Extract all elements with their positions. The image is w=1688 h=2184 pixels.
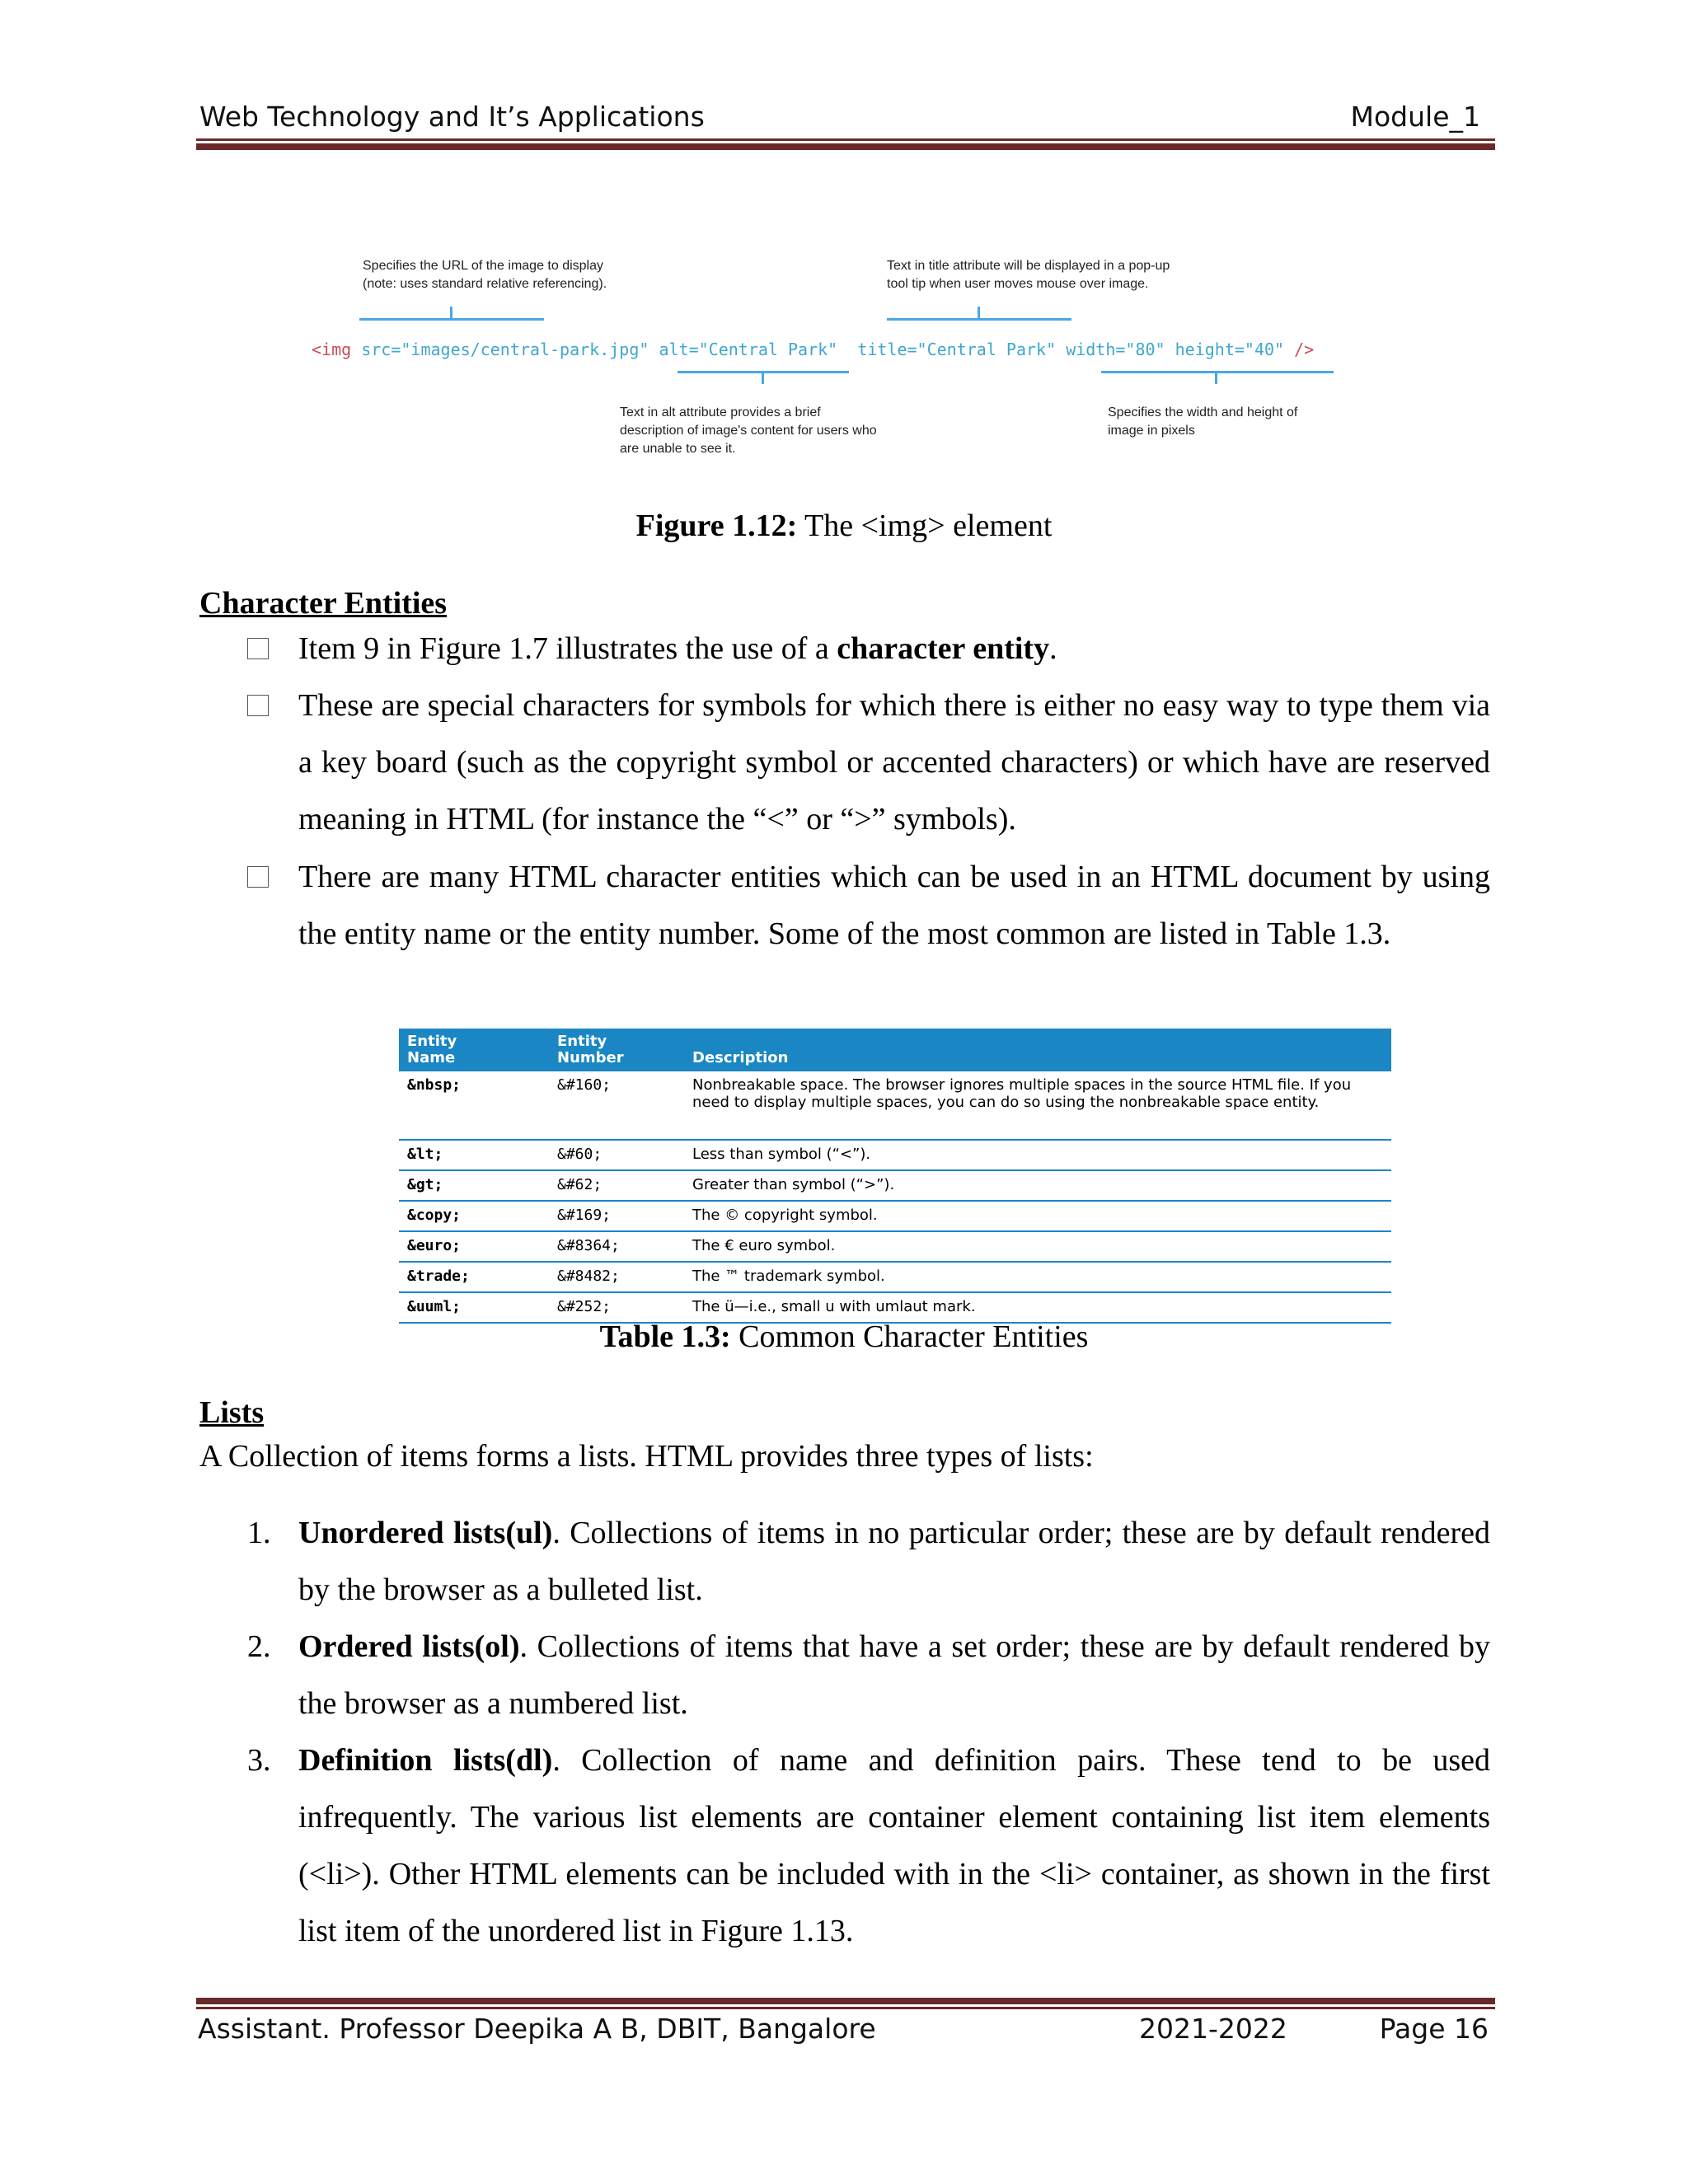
header-rule-thick [196,143,1495,150]
table-caption: Table 1.3: Common Character Entities [599,1319,1089,1354]
footer-rule-thin [196,2007,1495,2009]
list-number: 3. [247,1743,271,1778]
entity-name: &trade; [407,1268,470,1285]
paragraph-1: Item 9 in Figure 1.7 illustrates the use of a character entity. [298,631,1057,666]
entity-name: &nbsp; [407,1076,462,1094]
entity-number: &#160; [557,1076,612,1094]
list-item: Definition lists(dl). Collection of name and definition pairs. These tend to be used infrequently. The various list elements are container element containing list item elements (<li>). Other HTML elements can be included with in the <li> container, as shown in the first list item of the unordered list in Figure 1.13. [298,1743,1490,1948]
footer-page-number: Page 16 [1379,2013,1489,2045]
entity-number: &#8364; [557,1237,620,1254]
entity-name: &gt; [407,1176,443,1193]
entity-description: The ü—i.e., small u with umlaut mark. [692,1298,976,1315]
entity-name: &euro; [407,1237,462,1254]
section-title-lists: Lists [199,1395,265,1430]
entity-name: &copy; [407,1207,462,1224]
footer-rule-thick [196,1998,1495,2004]
entity-number: &#60; [557,1146,603,1163]
entity-description: Nonbreakable space. The browser ignores multiple spaces in the source HTML file. If you need to display multiple spaces, you can do so using the nonbreakable space entity. [692,1076,1352,1111]
header-entity-name: Entity Name [407,1033,457,1066]
header-rule-thin [196,138,1495,141]
entity-number: &#252; [557,1298,612,1315]
section-title-character-entities: Character Entities [199,586,448,621]
header-entity-number: Entity Number [557,1033,624,1066]
tick-size [1215,371,1217,384]
header-title: Web Technology and It’s Applications [199,101,705,133]
entity-number: &#8482; [557,1268,620,1285]
list-number: 2. [247,1629,271,1664]
note-size: Specifies the width and height of image in pixels [1108,405,1298,438]
header-description: Description [692,1049,789,1066]
entity-name: &uuml; [407,1298,462,1315]
table-row [399,1202,1391,1232]
page-footer [198,2013,1495,2054]
table-row [399,1232,1391,1263]
header-module: Module_1 [1350,101,1480,133]
entity-description: Less than symbol (“<”). [692,1146,871,1163]
entity-description: Greater than symbol (“>”). [692,1176,895,1193]
list-number: 1. [247,1516,271,1550]
entity-name: &lt; [407,1146,443,1163]
table-row [399,1141,1391,1171]
page-header [198,99,1495,140]
tick-src [450,307,452,320]
footer-year: 2021-2022 [1139,2013,1287,2045]
note-title: Text in title attribute will be displayed in a pop-up tool tip when user moves mouse over image. [887,259,1170,291]
entity-description: The © copyright symbol. [692,1207,878,1224]
entity-number: &#62; [557,1176,603,1193]
note-src: Specifies the URL of the image to display (note: uses standard relative referencing). [363,259,607,291]
tick-title [978,307,980,320]
list-item: Unordered lists(ul). Collections of items in no particular order; these are by default rendered by the browser as a bulleted list. [298,1516,1491,1607]
table-row [399,1071,1391,1141]
table-row [399,1263,1391,1293]
bracket-size [1101,371,1334,373]
bullet-marker [247,866,269,888]
lists-intro: A Collection of items forms a lists. HTML provides three types of lists: [199,1439,1094,1474]
entity-description: The € euro symbol. [692,1237,836,1254]
paragraph-3: There are many HTML character entities which can be used in an HTML document by using the entity name or the entity number. Some of the most common are listed in Table 1.3. [298,860,1490,951]
entity-description: The ™ trademark symbol. [692,1268,885,1285]
character-entities-table [399,1029,1391,1324]
bullet-marker [247,638,269,659]
note-alt: Text in alt attribute provides a brief description of image's content for users who are unable to see it. [620,405,877,456]
footer-author: Assistant. Professor Deepika A B, DBIT, Bangalore [198,2013,876,2045]
entity-number: &#169; [557,1207,612,1224]
tick-alt [762,371,764,384]
list-item: Ordered lists(ol). Collections of items that have a set order; these are by default rendered by the browser as a numbered list. [298,1629,1490,1721]
paragraph-2: These are special characters for symbols for which there is either no easy way to type them via a key board (such as the copyright symbol or accented characters) or which have are reserved meaning in HTML (for instance the “<” or “>” symbols). [298,688,1490,837]
table-header [399,1029,1391,1071]
bullet-marker [247,695,269,716]
figure-caption: Figure 1.12: The <img> element [635,509,1053,543]
table-row [399,1171,1391,1202]
img-code-line: <img src="images/central-park.jpg" alt="Central Park" title="Central Park" width="80" height="40" /> [312,340,1315,359]
img-element-figure [305,247,1393,478]
